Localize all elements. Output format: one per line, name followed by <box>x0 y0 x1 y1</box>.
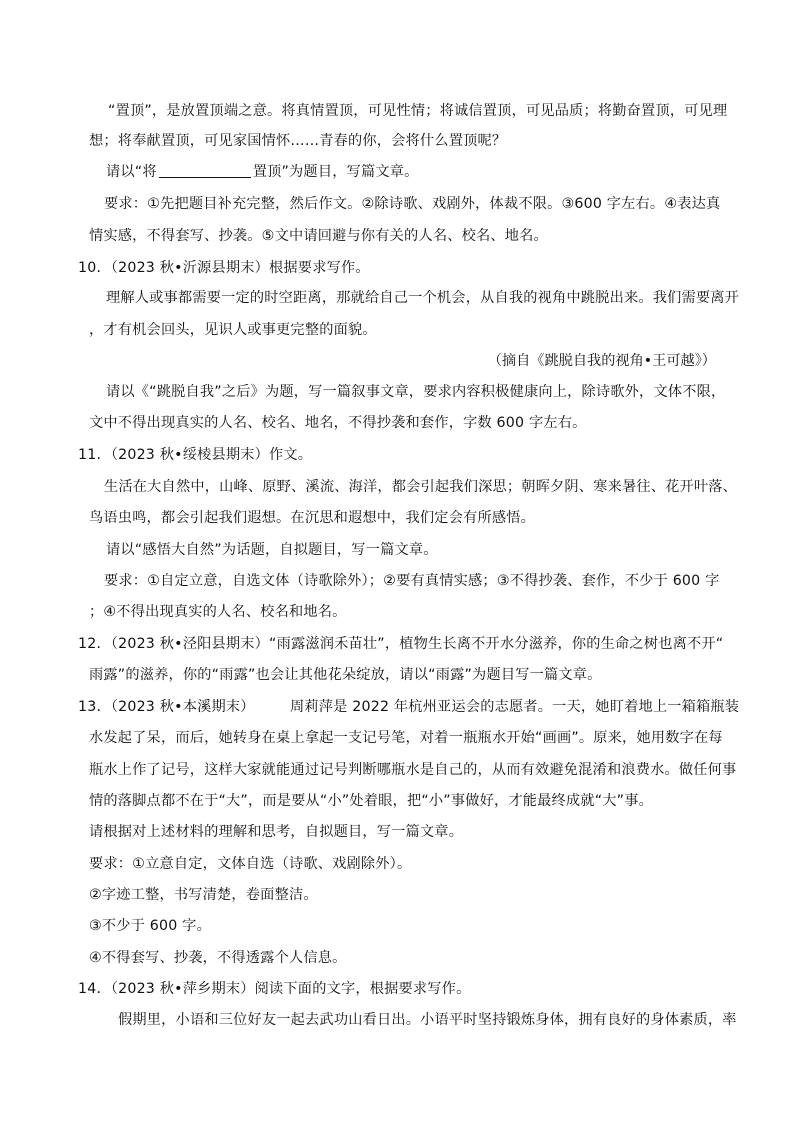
q9-material-line-1: “置顶”，是放置顶端之意。将真情置顶，可见性情；将诚信置顶，可见品质；将勤奋置顶，可见理 <box>108 103 728 119</box>
q13-requirement-4: ④不得套写、抄袭，不得透露个人信息。 <box>89 950 347 966</box>
title-blank <box>159 163 251 178</box>
q13-requirement-3: ③不少于 600 字。 <box>89 918 211 934</box>
q10-heading: 10．（2023 秋•沂源县期末）根据要求写作。 <box>78 260 370 276</box>
q9-prompt <box>106 162 419 182</box>
q9-material-line-2: 想；将奉献置顶，可见家国情怀……青春的你，会将什么置顶呢？ <box>89 133 507 149</box>
q11-heading: 11．（2023 秋•绥棱县期末）作文。 <box>78 447 313 463</box>
q11-material-line-2: 鸟语虫鸣，都会引起我们遐想。在沉思和遐想中，我们定会有所感悟。 <box>89 510 536 526</box>
q13-material-line-3: 情的落脚点都不在于“大”，而是要从“小”处着眼，把“小”事做好，才能最终成就“大”事。 <box>89 793 653 809</box>
q12-line-1: 12．（2023 秋•泾阳县期末）“雨露滋润禾苗壮”，植物生长离不开水分滋养，你的生命之树也离不开“ <box>78 636 724 652</box>
q13-material-line-2: 瓶水上作了记号，这样大家就能通过记号判断哪瓶水是自己的，从而有效避免混淆和浪费水。做任何事 <box>89 762 737 778</box>
q10-prompt-line-2: 文中不得出现真实的人名、校名、地名，不得抄袭和套作，字数 600 字左右。 <box>89 415 587 431</box>
q13-requirement-2: ②字迹工整，书写清楚，卷面整洁。 <box>89 887 318 903</box>
q10-material-line-2: ，才有机会回头，见识人或事更完整的面貌。 <box>89 322 377 338</box>
q9-requirement-line-2: 情实感，不得套写、抄袭。⑤文中请回避与你有关的人名、校名、地名。 <box>89 228 548 244</box>
q9-prompt-prefix: 请以“将 <box>106 164 157 180</box>
q9-requirement-line-1: 要求：①先把题目补充完整，然后作文。②除诗歌、戏剧外，体裁不限。③600 字左右。④表达真 <box>104 196 721 212</box>
q11-requirement-line-2: ；④不得出现真实的人名、校名和地名。 <box>89 604 347 620</box>
q13-prompt: 请根据对上述材料的理解和思考，自拟题目，写一篇文章。 <box>89 824 464 840</box>
q11-material-line-1: 生活在大自然中，山峰、原野、溪流、海洋，都会引起我们深思；朝晖夕阴、寒来暑往、花开叶落、 <box>104 479 738 495</box>
q10-prompt-line-1: 请以《“跳脱自我”之后》为题，写一篇叙事文章，要求内容积极健康向上，除诗歌外，文体不限， <box>106 384 726 400</box>
q13-requirement-1: 要求：①立意自定，文体自选（诗歌、戏剧除外）。 <box>89 856 412 872</box>
q9-prompt-suffix: 置顶”为题目，写篇文章。 <box>252 164 419 180</box>
q14-heading: 14．（2023 秋•萍乡期末）阅读下面的文字，根据要求写作。 <box>78 981 471 997</box>
q11-requirement-line-1: 要求：①自定立意，自选文体（诗歌除外）；②要有真情实感；③不得抄袭、套作，不少于 600 字 <box>104 573 720 589</box>
q13-heading: 13．（2023 秋•本溪期末） <box>78 699 255 715</box>
q14-material-line-1: 假期里，小语和三位好友一起去武功山看日出。小语平时坚持锻炼身体，拥有良好的身体素质，率 <box>118 1012 737 1028</box>
q10-material-line-1: 理解人或事都需要一定的时空距离，那就给自己一个机会，从自我的视角中跳脱出来。我们需要离开 <box>106 290 740 306</box>
q13-material-line-1: 水发起了呆，而后，她转身在桌上拿起一支记号笔，对着一瓶瓶水开始“画画”。原来，她用数字在每 <box>89 730 723 746</box>
q13-material-line-0: 周莉萍是 2022 年杭州亚运会的志愿者。一天，她盯着地上一箱箱瓶装 <box>290 699 740 715</box>
q10-source: （摘自《跳脱自我的视角•王可越》） <box>487 353 716 369</box>
q11-prompt: 请以“感悟大自然”为话题，自拟题目，写一篇文章。 <box>106 542 438 558</box>
q12-line-2: 雨露”的滋养，你的“雨露”也会让其他花朵绽放，请以“雨露”为题目写一篇文章。 <box>89 667 602 683</box>
